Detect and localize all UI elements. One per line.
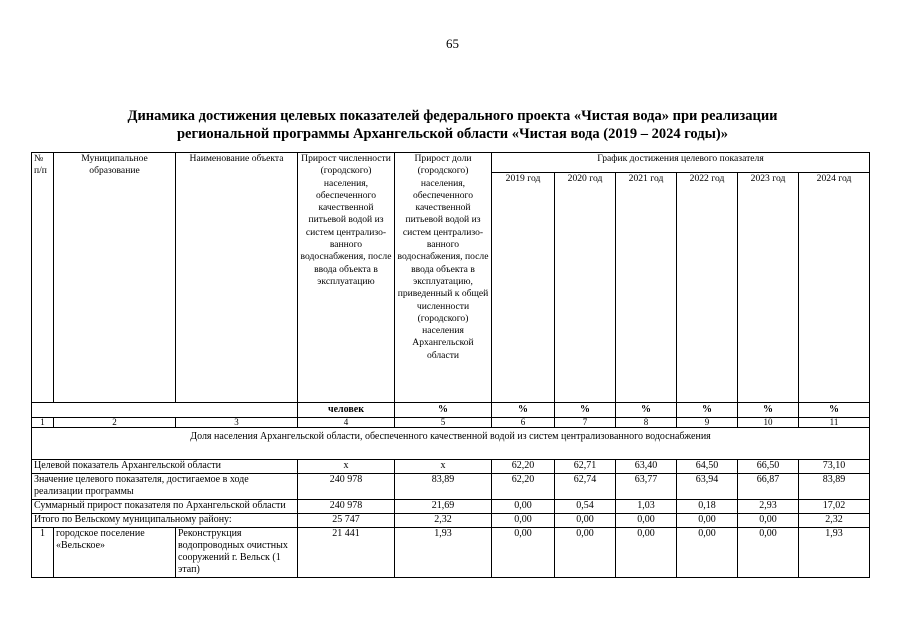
cell-share: 83,89 <box>395 474 492 500</box>
header-num: № п/п <box>32 153 54 403</box>
cell-2019: 0,00 <box>492 527 555 577</box>
cell-2019: 62,20 <box>492 460 555 474</box>
section-row <box>32 428 870 460</box>
header-year-2022: 2022 год <box>677 173 738 403</box>
cell-share: 21,69 <box>395 499 492 513</box>
table-row-total-growth <box>32 499 870 513</box>
header-year-2023: 2023 год <box>738 173 799 403</box>
unit-cell: % <box>799 403 870 418</box>
cell-2024: 2,32 <box>799 513 870 527</box>
cell-pop: x <box>298 460 395 474</box>
cell-2024: 17,02 <box>799 499 870 513</box>
cell-object: Реконструкция водопроводных очистных сооружений г. Вельск (1 этап) <box>176 527 298 577</box>
cell-pop: 240 978 <box>298 474 395 500</box>
cell-2022: 64,50 <box>677 460 738 474</box>
header-object: Наименование объекта <box>176 153 298 403</box>
column-number: 11 <box>799 418 870 428</box>
cell-2020: 0,54 <box>555 499 616 513</box>
cell-2023: 0,00 <box>738 527 799 577</box>
cell-2023: 0,00 <box>738 513 799 527</box>
cell-2020: 0,00 <box>555 513 616 527</box>
column-numbers-row <box>32 418 870 428</box>
cell-pop: 21 441 <box>298 527 395 577</box>
column-number: 7 <box>555 418 616 428</box>
column-number: 3 <box>176 418 298 428</box>
cell-2021: 63,77 <box>616 474 677 500</box>
cell-share: 1,93 <box>395 527 492 577</box>
cell-2024: 1,93 <box>799 527 870 577</box>
column-number: 9 <box>677 418 738 428</box>
header-schedule: График достижения целевого показателя <box>492 153 870 173</box>
cell-2020: 62,74 <box>555 474 616 500</box>
header-year-2024: 2024 год <box>799 173 870 403</box>
cell-2023: 2,93 <box>738 499 799 513</box>
table-row-target <box>32 460 870 474</box>
units-row <box>32 403 870 418</box>
title-line-2: региональной программы Архангельской области «Чистая вода (2019 – 2024 годы)» <box>176 126 728 142</box>
cell-2021: 1,03 <box>616 499 677 513</box>
unit-cell: % <box>738 403 799 418</box>
column-number: 5 <box>395 418 492 428</box>
cell-2019: 0,00 <box>492 513 555 527</box>
unit-cell: человек <box>298 403 395 418</box>
column-number: 8 <box>616 418 677 428</box>
section-title: Доля населения Архангельской области, обеспеченного качественной водой из систем централизованного водоснабжения <box>32 428 870 460</box>
column-number: 1 <box>32 418 54 428</box>
header-municipality: Муниципальное образование <box>54 153 176 403</box>
cell-2020: 62,71 <box>555 460 616 474</box>
column-number: 6 <box>492 418 555 428</box>
header-year-2020: 2020 год <box>555 173 616 403</box>
document-title <box>60 107 845 143</box>
table-row-achieved <box>32 474 870 500</box>
header-growth-share: Прирост доли (городского) населения, обеспеченного качественной питьевой водой из систем централизо-ванного водоснабжения, после ввода объекта в эксплуатацию, приведенный к общей численности (городского) населения Архангельской области <box>395 153 492 403</box>
cell-2019: 62,20 <box>492 474 555 500</box>
units-empty-cell <box>32 403 298 418</box>
cell-municipality: городское поселение «Вельское» <box>54 527 176 577</box>
cell-2024: 73,10 <box>799 460 870 474</box>
row-label: Целевой показатель Архангельской области <box>32 460 298 474</box>
cell-share: x <box>395 460 492 474</box>
cell-share: 2,32 <box>395 513 492 527</box>
column-number: 10 <box>738 418 799 428</box>
row-label: Итого по Вельскому муниципальному району: <box>32 513 298 527</box>
row-label: Суммарный прирост показателя по Архангельской области <box>32 499 298 513</box>
title-line-1: Динамика достижения целевых показателей федерального проекта «Чистая вода» при реализации <box>127 108 778 124</box>
cell-2022: 63,94 <box>677 474 738 500</box>
cell-2023: 66,50 <box>738 460 799 474</box>
page-number: 65 <box>446 36 459 51</box>
row-label: Значение целевого показателя, достигаемое в ходе реализации программы <box>32 474 298 500</box>
cell-2024: 83,89 <box>799 474 870 500</box>
cell-2020: 0,00 <box>555 527 616 577</box>
cell-2023: 66,87 <box>738 474 799 500</box>
header-year-2019: 2019 год <box>492 173 555 403</box>
table-row-district-total <box>32 513 870 527</box>
unit-cell: % <box>492 403 555 418</box>
header-growth-population: Прирост численности (городского) населения, обеспеченного качественной питьевой водой из систем централизо-ванного водоснабжения, после ввода объекта в эксплуатацию <box>298 153 395 403</box>
header-year-2021: 2021 год <box>616 173 677 403</box>
unit-cell: % <box>616 403 677 418</box>
cell-2022: 0,00 <box>677 527 738 577</box>
cell-2022: 0,00 <box>677 513 738 527</box>
cell-2021: 0,00 <box>616 527 677 577</box>
cell-2021: 63,40 <box>616 460 677 474</box>
cell-2019: 0,00 <box>492 499 555 513</box>
cell-2022: 0,18 <box>677 499 738 513</box>
table-row <box>32 527 870 577</box>
unit-cell: % <box>555 403 616 418</box>
cell-pop: 240 978 <box>298 499 395 513</box>
cell-num: 1 <box>32 527 54 577</box>
unit-cell: % <box>395 403 492 418</box>
unit-cell: % <box>677 403 738 418</box>
cell-2021: 0,00 <box>616 513 677 527</box>
indicators-table <box>31 152 870 578</box>
cell-pop: 25 747 <box>298 513 395 527</box>
column-number: 4 <box>298 418 395 428</box>
column-number: 2 <box>54 418 176 428</box>
